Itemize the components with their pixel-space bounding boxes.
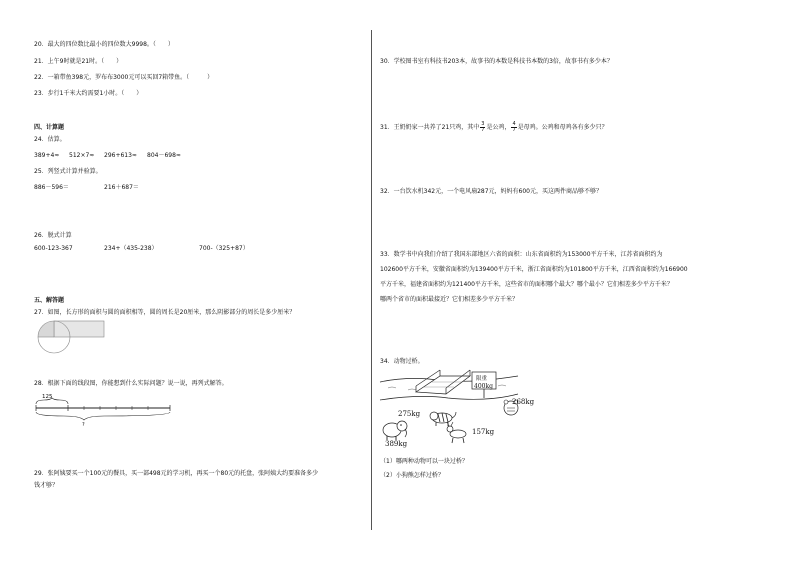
- question-33-line-4: 哪两个省市的面积最接近？它们相差多少平方千米？: [380, 296, 519, 303]
- q26-item-3: 700-（325+87）: [199, 245, 249, 252]
- q27-figure: [34, 319, 114, 359]
- fraction-three-sevenths: $\frac{3}{7}$: [481, 121, 485, 133]
- question-27: 27．如图，长方形的面积与圆的面积相等，圆的周长是20厘米，那么阴影部分的周长是多少厘米？: [34, 309, 296, 316]
- q28-segment-diagram: [34, 398, 174, 426]
- question-33-line-3: 平方千米，福建省面积约为121400平方千米，这些省市的面积哪个最大？哪个最小？它们相差多少平方千米？: [380, 281, 673, 288]
- question-21: 21．上午9时就是21时。（ ）: [34, 58, 123, 65]
- q26-item-1: 600-123-367: [34, 245, 73, 252]
- question-34: 34．动物过桥。: [380, 358, 424, 365]
- section-5-title: 五、解答题: [34, 297, 65, 304]
- weight-elephant: 389kg: [385, 440, 408, 448]
- weight-bear: 268kg: [512, 398, 535, 406]
- question-33-line-2: 102600平方千米，安徽省面积约为139400平方千米，浙江省面积约为101800平方千米，江西省面积约为166900: [380, 266, 688, 273]
- fraction-four-sevenths: $\frac{4}{7}$: [512, 121, 516, 133]
- question-20: 20．最大的四位数比最小的四位数大9998。（ ）: [34, 41, 174, 48]
- q27-rectangle: [54, 321, 104, 337]
- q28-label-top: 125: [42, 394, 53, 400]
- question-29-line-2: 钱才够？: [34, 482, 59, 489]
- question-31: 31．王奶奶家一共养了21只鸡，其中 $\frac{3}{7}$ 是公鸡， $\frac{4}{7}$ 是母鸡。公鸡和母鸡各有多少只？: [380, 121, 608, 133]
- question-26: 26．脱式计算: [34, 232, 72, 239]
- question-22: 22．一箱带鱼398元，罗布布3000元可以买回7箱带鱼。（ ）: [34, 74, 214, 81]
- question-25: 25．列竖式计算并验算。: [34, 168, 102, 175]
- question-30: 30．学校图书室有科技书203本，故事书的本数是科技书本数的3倍，故事书有多少本？: [380, 58, 613, 65]
- question-28: 28．根据下面的线段图，你能想到什么实际问题？说一说，再列式解答。: [34, 380, 228, 387]
- elephant-icon: [383, 421, 407, 440]
- q24-item-4: 804－698≈: [147, 152, 181, 159]
- section-4-title: 四、计算题: [34, 124, 65, 131]
- column-divider: [371, 30, 372, 530]
- deer-icon: [447, 422, 466, 443]
- sign-text-line-2: 400kg: [474, 383, 493, 390]
- q24-item-1: 389+4≈: [34, 152, 60, 159]
- question-23: 23．步行1千米大约需要1小时。（ ）: [34, 90, 143, 97]
- question-29-line-1: 29．张阿姨要买一个100元的餐具，买一部498元的学习机，再买一个80元的托盘，张阿姨大约要准备多少: [34, 470, 319, 477]
- q26-item-2: 234+（435-238）: [104, 245, 158, 252]
- question-32: 32．一台饮水机342元，一个电风扇287元，妈妈有600元，买这两件商品够不够？: [380, 188, 602, 195]
- q24-item-2: 512×7≈: [69, 152, 95, 159]
- question-33-line-1: 33．数学书中向我们介绍了我国东部地区六省的面积：山东省面积约为153000平方千米，江苏省面积约为: [380, 251, 663, 258]
- sign-text-line-1: 限重: [476, 376, 488, 382]
- weight-tiger: 275kg: [398, 410, 421, 418]
- q24-item-3: 296+613≈: [104, 152, 137, 159]
- question-24: 24．估算。: [34, 136, 66, 143]
- q25-item-1: 886－596＝: [34, 184, 69, 191]
- weight-deer: 157kg: [472, 428, 495, 436]
- question-34-part-2: （2）小狗熊怎样过桥？: [380, 472, 444, 479]
- question-34-part-1: （1）哪两种动物可以一块过桥？: [380, 458, 468, 465]
- q25-item-2: 216＋687＝: [104, 184, 139, 191]
- q28-label-bottom: ?: [82, 422, 85, 428]
